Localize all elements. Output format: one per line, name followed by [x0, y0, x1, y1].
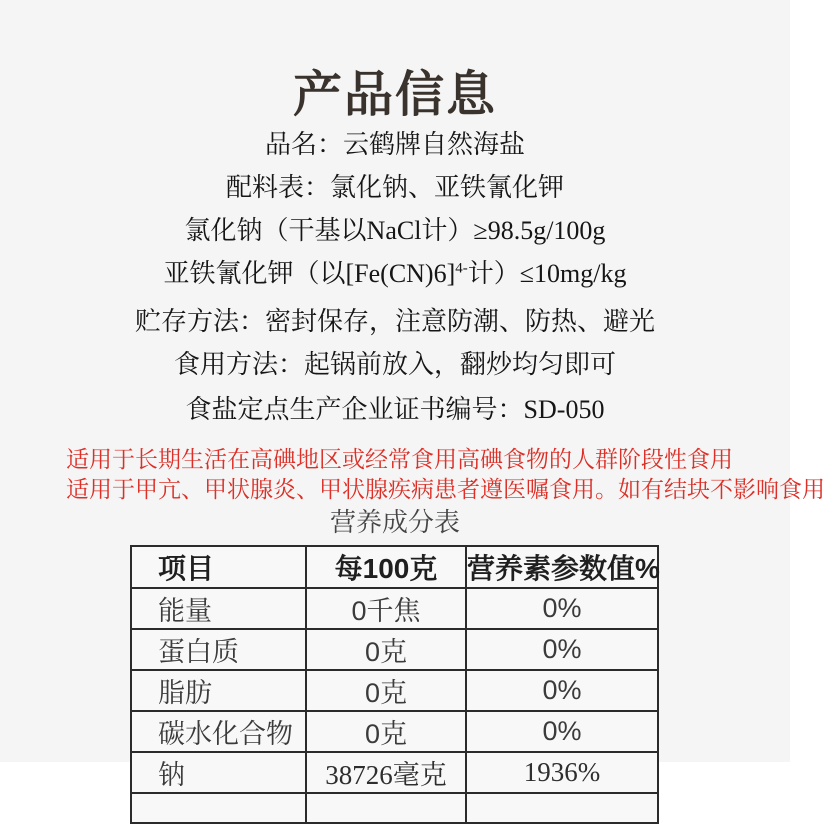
product-name-line: 品名：云鹤牌自然海盐 [264, 130, 525, 159]
ferrocyanide-pre: 亚铁氰化钾（以[Fe(CN)6] [163, 259, 456, 288]
nacl-text: 氯化钠（干基以NaCl计）≥98.5g/100g [184, 216, 606, 245]
usage-method-line: 食用方法：起锅前放入，翻炒均匀即可 [173, 350, 616, 379]
iodine-notice-line1: 适用于长期生活在高碘地区或经常食用高碘食物的人群阶段性食用 [66, 447, 733, 472]
row-sodium-nrv: 1936% [466, 752, 658, 793]
row-carbohydrate-item: 碳水化合物 [131, 711, 306, 752]
license-number-line: 食盐定点生产企业证书编号：SD-050 [185, 395, 605, 424]
row-energy-item: 能量 [131, 588, 306, 629]
nutrition-facts-table [130, 545, 659, 824]
row-protein-item: 蛋白质 [131, 629, 306, 670]
row-carbohydrate-per100g: 0克 [306, 711, 466, 752]
table-row-fat [131, 670, 658, 711]
row-fat-nrv: 0% [466, 670, 658, 711]
row-protein-per100g: 0克 [306, 629, 466, 670]
nutrition-table-title: 营养成分表 [329, 507, 460, 537]
iodine-notice-line2: 适用于甲亢、甲状腺炎、甲状腺疾病患者遵医嘱食用。如有结块不影响食用 [66, 477, 825, 502]
storage-method-line: 贮存方法：密封保存，注意防潮、防热、避光 [134, 307, 655, 336]
row-protein-nrv: 0% [466, 629, 658, 670]
row-energy-per100g: 0千焦 [306, 588, 466, 629]
nacl-content-line [0, 216, 790, 246]
row-fat-item: 脂肪 [131, 670, 306, 711]
table-row-sodium [131, 752, 658, 793]
row-energy-nrv: 0% [466, 588, 658, 629]
header-nrv: 营养素参数值% [466, 546, 658, 588]
table-row-protein [131, 629, 658, 670]
page-title: 产品信息 [292, 68, 497, 122]
ferrocyanide-post: 计）≤10mg/kg [467, 259, 627, 288]
table-row-cutoff [131, 793, 658, 823]
ferrocyanide-content-line [0, 259, 790, 289]
row-fat-per100g: 0克 [306, 670, 466, 711]
nutrition-header-row [131, 546, 658, 588]
ingredients-line: 配料表：氯化钠、亚铁氰化钾 [225, 173, 564, 202]
ferrocyanide-superscript: 4- [455, 260, 468, 277]
row-sodium-item: 钠 [131, 752, 306, 793]
table-row-energy [131, 588, 658, 629]
header-per100g: 每100克 [306, 546, 466, 588]
row-sodium-per100g: 38726毫克 [306, 752, 466, 793]
row-carbohydrate-nrv: 0% [466, 711, 658, 752]
table-row-carbohydrate [131, 711, 658, 752]
header-item: 项目 [131, 546, 306, 588]
